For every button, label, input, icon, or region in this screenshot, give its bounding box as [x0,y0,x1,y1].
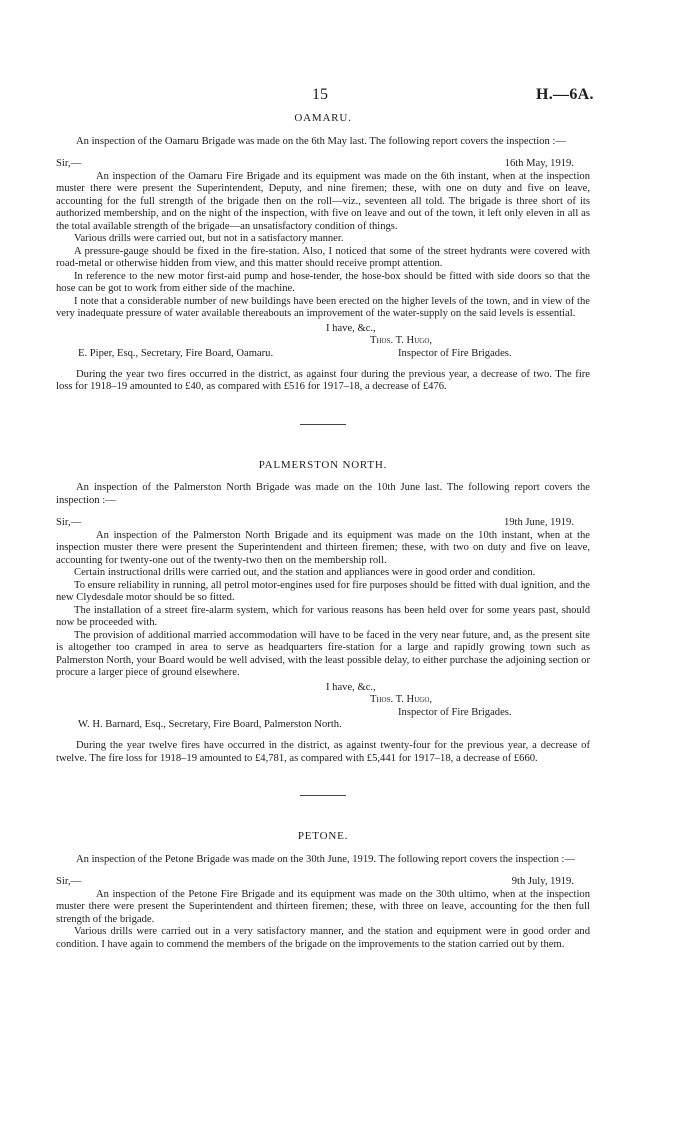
summary-paragraph: During the year twelve fires have occurred in the district, as against twenty-four for the previous year, a decrease of twelve. The fire loss for 1918–19 amounted to £4,781, as compared with £5,441 for 1917–18, a decrease of £660. [56,740,590,764]
page-content [56,112,590,951]
letter-body [56,171,590,321]
letter-paragraph: A pressure-gauge should be fixed in the fire-station. Also, I noticed that some of the street hydrants were covered with road-metal or otherwise hidden from view, and this matter should receive prompt attention. [56,245,590,269]
letter-paragraph: Various drills were carried out, but not in a satisfactory manner. [74,233,344,244]
letter-paragraph: Various drills were carried out in a very satisfactory manner, and the station and equipment were in good order and condition. I have again to commend the members of the brigade on the improvements to the station carried out by them. [56,926,590,950]
salutation: Sir,— [56,158,82,169]
summary-paragraph: During the year two fires occurred in the district, as against four during the previous year, a decrease of two. The fire loss for 1918–19 amounted to £40, as compared with £516 for 1917–18, a decrease of £476. [56,368,590,392]
page-header [0,86,700,106]
section-intro: An inspection of the Palmerston North Brigade was made on the 10th June last. The following report covers the inspection :— [56,482,590,506]
section-summary [56,369,590,394]
document-reference: H.—6A. [536,86,594,103]
section-summary [56,740,590,765]
section-intro: An inspection of the Petone Brigade was made on the 30th June, 1919. The following report covers the inspection :— [76,853,576,865]
letter-paragraph: In reference to the new motor first-aid pump and hose-tender, the hose-box should be fitted with side doors so that the hose can be got to work from either side of the machine. [56,270,590,294]
letter-body [56,530,590,680]
letter-date: 9th July, 1919. [511,876,574,887]
salutation-row [56,876,590,889]
salutation: Sir,— [56,876,82,887]
addressee: E. Piper, Esq., Secretary, Fire Board, Oamaru. [78,347,274,359]
section-divider [300,424,346,425]
letter-paragraph: Certain instructional drills were carried out, and the station and appliances were in good order and condition. [74,567,536,578]
page-number: 15 [312,86,328,103]
signer-title: Inspector of Fire Brigades. [398,706,512,718]
letter-date: 16th May, 1919. [504,158,574,169]
signer-title: Inspector of Fire Brigades. [398,347,512,359]
section-title: PALMERSTON NORTH. [258,458,388,471]
signoff [56,323,590,361]
signer-name: Thos. T. Hugo, [370,694,433,705]
closing: I have, &c., [326,681,376,693]
letter-date: 19th June, 1919. [503,517,574,528]
section-petone [56,830,590,951]
addressee: W. H. Barnard, Esq., Secretary, Fire Board, Palmerston North. [78,719,342,730]
letter-paragraph: An inspection of the Petone Fire Brigade and its equipment was made on the 30th ultimo, when at the inspection muster there were present the Superintendent and thirteen firemen; these, with three on leave, accounting for the then full strength of the brigade. [56,888,590,925]
section-intro: An inspection of the Oamaru Brigade was made on the 6th May last. The following report covers the inspection :— [76,135,566,147]
letter-paragraph: An inspection of the Palmerston North Brigade and its equipment was made on the 10th instant, when at the inspection muster there were present the Superintendent and thirteen firemen; these, with two on duty and five on leave, accounting for twenty-one out of the twenty-two then on the membership roll. [56,529,590,566]
salutation-row [56,517,590,530]
letter-paragraph: An inspection of the Oamaru Fire Brigade and its equipment was made on the 6th instant, when at the inspection muster there were present the Superintendent, Deputy, and nine firemen; these, with one on duty and five on leave, accounting for the full strength of the brigade then on the roll—viz., seventeen all told. The brigade is three short of its authorized membership, and on the night of the inspection, with five on leave and out of the town, it left only eleven in all as the total available strength of the brigade—an unsatisfactory condition of things. [56,170,590,232]
signoff [56,682,590,733]
salutation-row [56,158,590,171]
closing: I have, &c., [326,322,376,334]
letter-body [56,889,590,952]
signer-name: Thos. T. Hugo, [370,335,433,346]
letter-paragraph: The installation of a street fire-alarm system, which for various reasons has been held over for some years past, should now be proceeded with. [56,604,590,628]
salutation: Sir,— [56,517,82,528]
section-palmerston-north [56,459,590,766]
section-divider [300,795,346,796]
section-title: PETONE. [297,830,349,842]
letter-paragraph: I note that a considerable number of new buildings have been erected on the higher levels of the town, and in view of the very inadequate pressure of water available thereabouts an improvement of the water-supply on the said levels is essential. [56,295,590,319]
letter-paragraph: The provision of additional married accommodation will have to be faced in the very near future, and, as the present site is altogether too cramped in area to serve as headquarters fire-station for a large and rapidly growing town such as Palmerston North, your Board would be well advised, with the least possible delay, to either purchase the adjoining section or procure a larger piece of ground elsewhere. [56,629,590,678]
letter-paragraph: To ensure reliability in running, all petrol motor-engines used for fire purposes should be fitted with dual ignition, and the new Clydesdale motor should be so fitted. [56,579,590,603]
section-oamaru [56,112,590,394]
section-title: OAMARU. [294,112,352,124]
